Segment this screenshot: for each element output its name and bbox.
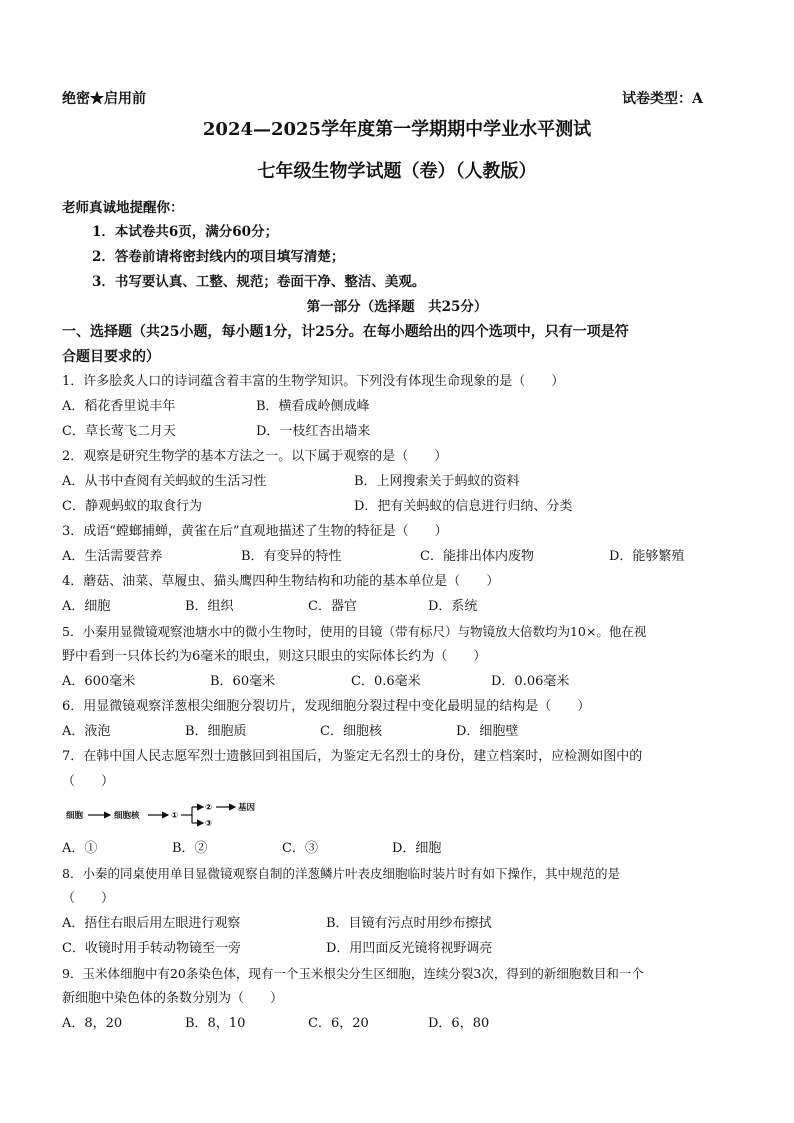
- section-title: 第一部分（选择题 共25分）: [306, 299, 488, 315]
- question-option: D．用凹面反光镜将视野调亮: [326, 941, 493, 956]
- question-option: C．草长莺飞二月天: [62, 424, 176, 439]
- question-option: C．能排出体内废物: [420, 549, 534, 564]
- question-option: C．细胞核: [320, 724, 382, 739]
- confidential-label: 绝密★启用前: [62, 91, 146, 107]
- question-stem: 4．蘑菇、油菜、草履虫、猫头鹰四种生物结构和功能的基本单位是（ ）: [62, 574, 500, 589]
- question-option: B．60毫米: [210, 674, 276, 689]
- question-option: A．600毫米: [62, 674, 136, 689]
- question-option: B．有变异的特性: [241, 549, 342, 564]
- question-stem: 野中看到一只体长约为6毫米的眼虫，则这只眼虫的实际体长约为（ ）: [62, 649, 487, 664]
- question-option: B．②: [172, 841, 208, 856]
- question-option: A．捂住右眼后用左眼进行观察: [62, 916, 241, 931]
- question-option: A．生活需要营养: [62, 549, 163, 564]
- question-option: B．目镜有污点时用纱布擦拭: [326, 916, 492, 931]
- question-stem: 1．许多脍炙人口的诗词蕴含着丰富的生物学知识。下列没有体现生命现象的是（ ）: [62, 374, 565, 389]
- question-option: C．器官: [308, 599, 357, 614]
- question-option: C．6，20: [308, 1016, 369, 1031]
- question-option: D．一枝红杏出墙来: [256, 424, 371, 439]
- reminder-item: 3．书写要认真、工整、规范；卷面干净、整洁、美观。: [92, 274, 426, 290]
- section-instruction: 一、选择题（共25小题，每小题1分，计25分。在每小题给出的四个选项中，只有一项是符: [62, 324, 629, 340]
- exam-subtitle: 七年级生物学试题（卷）（人教版）: [257, 161, 537, 182]
- question-option: A．从书中查阅有关蚂蚁的生活习性: [62, 474, 267, 489]
- section-instruction: 合题目要求的）: [62, 349, 160, 365]
- question-option: B．横看成岭侧成峰: [256, 399, 370, 414]
- gene-structure-diagram: [64, 798, 294, 830]
- question-stem: 3．成语“螳螂捕蝉，黄雀在后”直观地描述了生物的特征是（ ）: [62, 524, 448, 539]
- diagram-node-3: ③: [205, 819, 213, 829]
- question-option: D．系统: [428, 599, 478, 614]
- diagram-node-cell: 细胞: [66, 811, 84, 821]
- question-stem: 9．玉米体细胞中有20条染色体，现有一个玉米根尖分生区细胞，连续分裂3次，得到的新细胞数目和一个: [62, 966, 644, 981]
- question-option: B．细胞质: [185, 724, 247, 739]
- diagram-node-2: ②: [205, 803, 213, 813]
- question-option: A．细胞: [62, 599, 111, 614]
- question-option: D．细胞: [392, 841, 442, 856]
- question-option: A．液泡: [62, 724, 111, 739]
- diagram-node-nucleus: 细胞核: [114, 811, 140, 821]
- question-option: B．8，10: [185, 1016, 246, 1031]
- question-option: B．上网搜索关于蚂蚁的资料: [354, 474, 520, 489]
- question-option: D．把有关蚂蚁的信息进行归纳、分类: [354, 499, 573, 514]
- question-option: C．0.6毫米: [351, 674, 421, 689]
- reminder-heading: 老师真诚地提醒你：: [62, 200, 184, 216]
- question-stem: 7．在韩中国人民志愿军烈士遗骸回到祖国后，为鉴定无名烈士的身份，建立档案时，应检测如图中的: [62, 749, 643, 764]
- question-option: A．①: [62, 841, 98, 856]
- question-option: D．能够繁殖: [609, 549, 685, 564]
- question-option: C．收镜时用手转动物镜至一旁: [62, 941, 241, 956]
- reminder-item: 2．答卷前请将密封线内的项目填写清楚；: [92, 249, 345, 265]
- question-option: A．稻花香里说丰年: [62, 399, 176, 414]
- question-stem: （ ）: [62, 774, 115, 789]
- question-stem: 8．小秦的同桌使用单目显微镜观察自制的洋葱鳞片叶表皮细胞临时装片时有如下操作，其中规范的是: [62, 866, 620, 881]
- question-option: D．细胞壁: [456, 724, 519, 739]
- question-option: D．0.06毫米: [491, 674, 570, 689]
- diagram-node-gene: 基因: [238, 803, 256, 813]
- exam-title: 2024—2025学年度第一学期期中学业水平测试: [202, 119, 592, 140]
- paper-type-label: 试卷类型：A: [622, 91, 703, 107]
- question-option: C．静观蚂蚁的取食行为: [62, 499, 202, 514]
- question-stem: （ ）: [62, 891, 115, 906]
- question-option: B．组织: [185, 599, 234, 614]
- reminder-item: 1．本试卷共6页，满分60分；: [92, 224, 279, 240]
- question-option: A．8，20: [62, 1016, 123, 1031]
- diagram-node-1: ①: [171, 811, 179, 821]
- question-option: D．6，80: [428, 1016, 490, 1031]
- question-stem: 6．用显微镜观察洋葱根尖细胞分裂切片，发现细胞分裂过程中变化最明显的结构是（ ）: [62, 699, 591, 714]
- question-stem: 5．小秦用显微镜观察池塘水中的微小生物时，使用的目镜（带有标尺）与物镜放大倍数均为10×。他在视: [62, 624, 647, 639]
- question-option: C．③: [282, 841, 318, 856]
- question-stem: 2．观察是研究生物学的基本方法之一。以下属于观察的是（ ）: [62, 449, 448, 464]
- question-stem: 新细胞中染色体的条数分别为（ ）: [62, 991, 284, 1006]
